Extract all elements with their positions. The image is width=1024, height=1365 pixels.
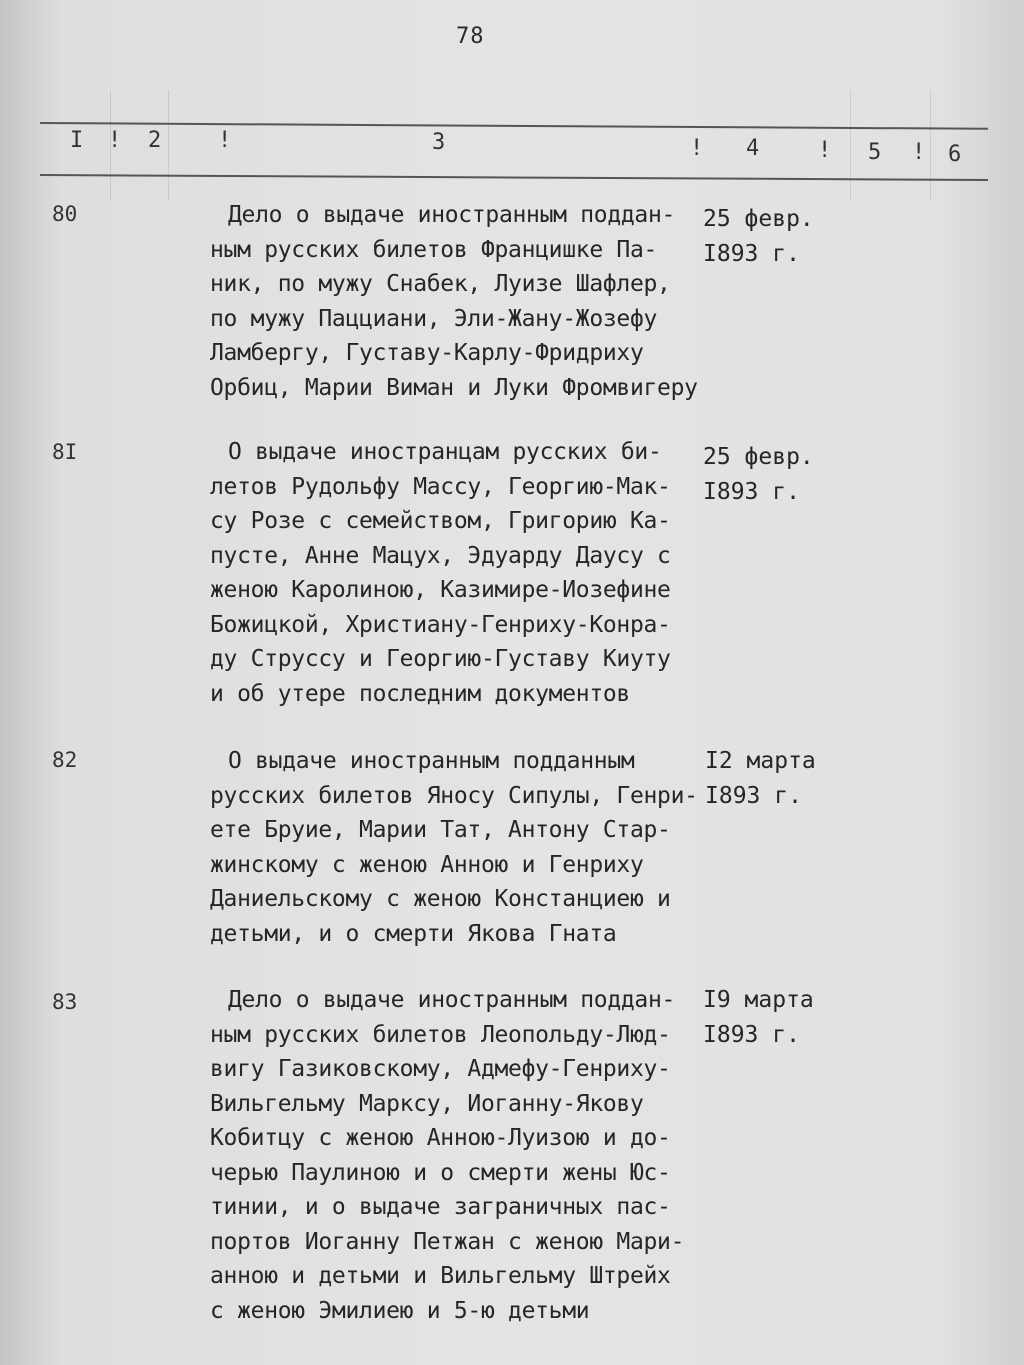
description-line: русских билетов Яносу Сипулы, Генри- xyxy=(210,782,698,809)
description-line: ник, по мужу Снабек, Луизе Шафлер, xyxy=(210,271,671,297)
description-line: вигу Газиковскому, Адмефу-Генриху- xyxy=(210,1056,671,1082)
date-line: I893 г. xyxy=(705,782,802,809)
description-line: Даниельскому с женою Констанциею и xyxy=(210,886,671,912)
description-line: О выдаче иностранцам русских би- xyxy=(228,439,662,465)
description-line: и об утере последним документов xyxy=(210,680,630,707)
description-line: Ламбергу, Густаву-Карлу-Фридриху xyxy=(210,340,644,366)
page-number: 78 xyxy=(456,24,485,49)
date-line: 25 февр. xyxy=(703,444,814,470)
column-number-2: 2 xyxy=(148,128,162,153)
faint-column-guide xyxy=(850,90,851,200)
date-line: I2 марта xyxy=(705,748,816,774)
entry-date xyxy=(703,202,814,271)
header-top-rule xyxy=(40,122,988,130)
description-line: с женою Эмилиею и 5-ю детьми xyxy=(210,1297,590,1324)
description-line: ным русских билетов Леопольду-Люд- xyxy=(210,1021,671,1048)
column-separator: ! xyxy=(690,136,704,161)
description-line: су Розе с семейством, Григорию Ка- xyxy=(210,508,671,534)
description-line: Орбиц, Марии Виман и Луки Фромвигеру xyxy=(210,374,698,401)
entry-date xyxy=(703,440,814,509)
description-line: пусте, Анне Мацух, Эдуарду Даусу с xyxy=(210,542,671,569)
date-line: I9 марта xyxy=(703,987,814,1013)
entry-description xyxy=(210,983,710,1328)
entry-description xyxy=(210,744,710,951)
description-line: О выдаче иностранным подданным xyxy=(228,748,635,774)
description-line: ным русских билетов Францишке Па- xyxy=(210,236,658,263)
description-line: Кобитцу с женою Анною-Луизою и до- xyxy=(210,1125,671,1151)
column-number-1: I xyxy=(70,128,84,153)
description-line: Божицкой, Христиану-Генриху-Конра- xyxy=(210,611,671,638)
description-line: портов Иоганну Петжан с женою Мари- xyxy=(210,1228,685,1255)
entry-description xyxy=(210,198,710,405)
description-line: ду Струссу и Георгию-Густаву Киуту xyxy=(210,646,671,672)
description-line: тинии, и о выдаче заграничных пас- xyxy=(210,1194,671,1220)
column-separator: ! xyxy=(912,140,926,165)
date-line: 25 февр. xyxy=(703,206,814,232)
entry-number: 80 xyxy=(52,202,78,226)
description-line: женою Каролиною, Казимире-Иозефине xyxy=(210,577,671,603)
description-line: Дело о выдаче иностранным поддан- xyxy=(228,202,676,228)
description-line: детьми, и о смерти Якова Гната xyxy=(210,920,617,947)
description-line: по мужу Пацциани, Эли-Жану-Жозефу xyxy=(210,305,658,332)
date-line: I893 г. xyxy=(703,1021,800,1048)
date-line: I893 г. xyxy=(703,240,800,267)
entry-number: 8I xyxy=(52,440,78,464)
faint-column-guide xyxy=(168,90,169,200)
description-line: анною и детьми и Вильгельму Штрейх xyxy=(210,1263,671,1289)
column-number-4: 4 xyxy=(746,136,760,161)
description-line: черью Паулиною и о смерти жены Юс- xyxy=(210,1159,671,1186)
description-line: Дело о выдаче иностранным поддан- xyxy=(228,987,676,1013)
description-line: жинскому с женою Анною и Генриху xyxy=(210,851,644,878)
description-line: ете Бруие, Марии Тат, Антону Стар- xyxy=(210,817,671,843)
column-number-6: 6 xyxy=(948,142,962,167)
entry-date xyxy=(703,983,814,1052)
entry-number: 83 xyxy=(52,990,78,1014)
description-line: летов Рудольфу Массу, Георгию-Мак- xyxy=(210,473,671,500)
column-separator: ! xyxy=(108,128,122,153)
column-separator: ! xyxy=(818,138,832,163)
description-line: Вильгельму Марксу, Иоганну-Якову xyxy=(210,1090,644,1117)
date-line: I893 г. xyxy=(703,478,800,505)
column-number-3: 3 xyxy=(432,130,446,155)
entry-date xyxy=(705,744,816,813)
column-number-5: 5 xyxy=(868,140,882,165)
header-bottom-rule xyxy=(40,174,988,181)
entry-number: 82 xyxy=(52,748,78,772)
column-separator: ! xyxy=(218,128,232,153)
entry-description xyxy=(210,435,710,711)
faint-column-guide xyxy=(930,90,931,200)
